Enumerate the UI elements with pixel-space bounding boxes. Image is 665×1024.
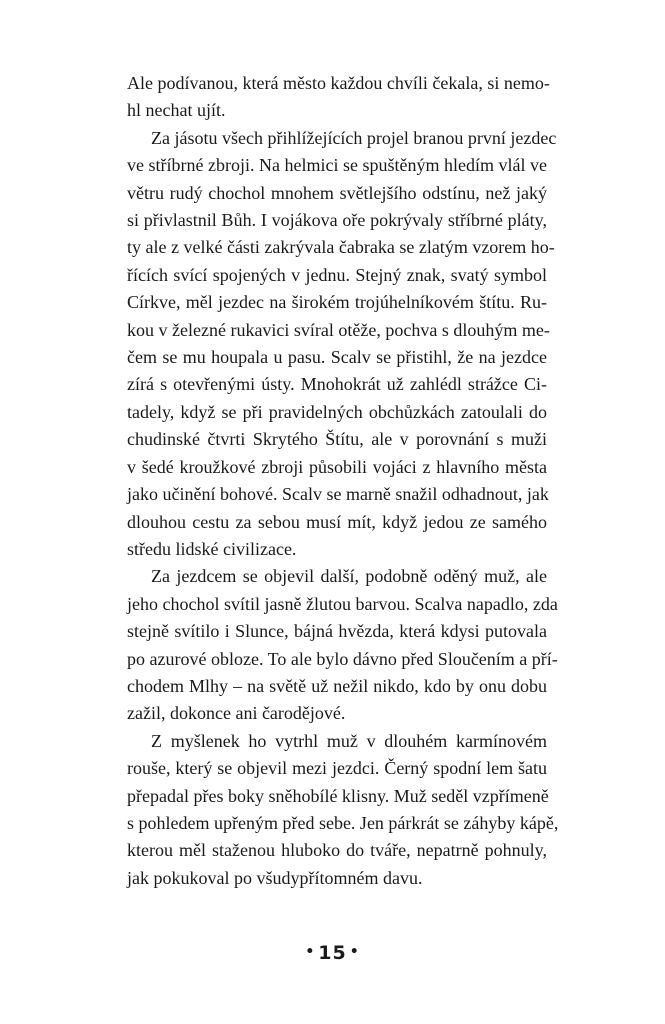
text-line: Z myšlenek ho vytrhl muž v dlouhém karmínovém: [151, 730, 547, 751]
text-line: větru rudý chochol mnohem světlejšího odstínu, než jaký: [127, 182, 547, 203]
text-line: ve stříbrné zbroji. Na helmici se spuštěným hledím vlál ve: [127, 155, 547, 176]
text-line: středu lidské civilizace.: [127, 538, 297, 559]
text-line: čem se mu houpala u pasu. Scalv se přistihl, že na jezdce: [127, 347, 547, 368]
text-line: stejně svítilo i Slunce, bájná hvězda, která kdysi putovala: [127, 621, 547, 642]
text-line: kterou měl staženou hluboko do tváře, nepatrně pohnuly,: [127, 840, 547, 861]
text-line: chudinské čtvrti Skrytého Štítu, ale v porovnání s muži: [127, 429, 547, 450]
text-line: Církve, měl jezdec na širokém trojúhelníkovém štítu. Ru-: [127, 292, 547, 313]
page-number-right-ornament: •: [349, 944, 360, 960]
text-line: přepadal přes boky sněhobílé klisny. Muž seděl vzpřímeně: [127, 785, 549, 806]
text-line: zírá s otevřenými ústy. Mnohokrát už zahlédl strážce Ci-: [127, 374, 547, 395]
body-text: [127, 70, 559, 892]
text-line: dlouhou cestu za sebou musí mít, když jedou ze samého: [127, 511, 547, 532]
text-line: Za jezdcem se objevil další, podobně oděný muž, ale: [151, 566, 547, 587]
text-line: v šedé kroužkové zbroji působili vojáci z hlavního města: [127, 456, 547, 477]
text-line: si přivlastnil Bůh. I vojákova oře pokrývaly stříbrné pláty,: [127, 210, 547, 231]
page-number-left-ornament: •: [305, 944, 316, 960]
text-line: s pohledem upřeným před sebe. Jen párkrát se záhyby kápě,: [127, 812, 559, 833]
text-line: jak pokukoval po všudypřítomném davu.: [127, 867, 423, 888]
text-line: kou v železné rukavici svíral otěže, pochva s dlouhým me-: [127, 319, 550, 340]
text-line: řících svící spojených v jednu. Stejný znak, svatý symbol: [127, 264, 547, 285]
text-line: ty ale z velké části zakrývala čabraka se zlatým vzorem ho-: [127, 237, 555, 258]
text-line: hl nechat ujít.: [127, 100, 226, 121]
text-line: chodem Mlhy – na světě už nežil nikdo, kdo by onu dobu: [127, 675, 547, 696]
text-line: jako učinění bohové. Scalv se marně snažil odhadnout, jak: [127, 484, 549, 505]
text-line: Ale podívanou, která město každou chvíli čekala, si nemo-: [127, 73, 550, 93]
page-number-value: 15: [318, 942, 347, 964]
text-line: rouše, který se objevil mezi jezdci. Černý spodní lem šatu: [127, 758, 547, 779]
text-line: po azurové obloze. To ale bylo dávno před Sloučením a pří-: [127, 648, 558, 669]
text-line: zažil, dokonce ani čarodějové.: [127, 703, 346, 724]
text-line: jeho chochol svítil jasně žlutou barvou. Scalva napadlo, zda: [127, 593, 558, 614]
text-line: tadely, když se při pravidelných obchůzkách zatoulali do: [127, 401, 547, 422]
text-line: Za jásotu všech přihlížejících projel branou první jezdec: [151, 127, 557, 148]
page-number: [0, 942, 665, 964]
